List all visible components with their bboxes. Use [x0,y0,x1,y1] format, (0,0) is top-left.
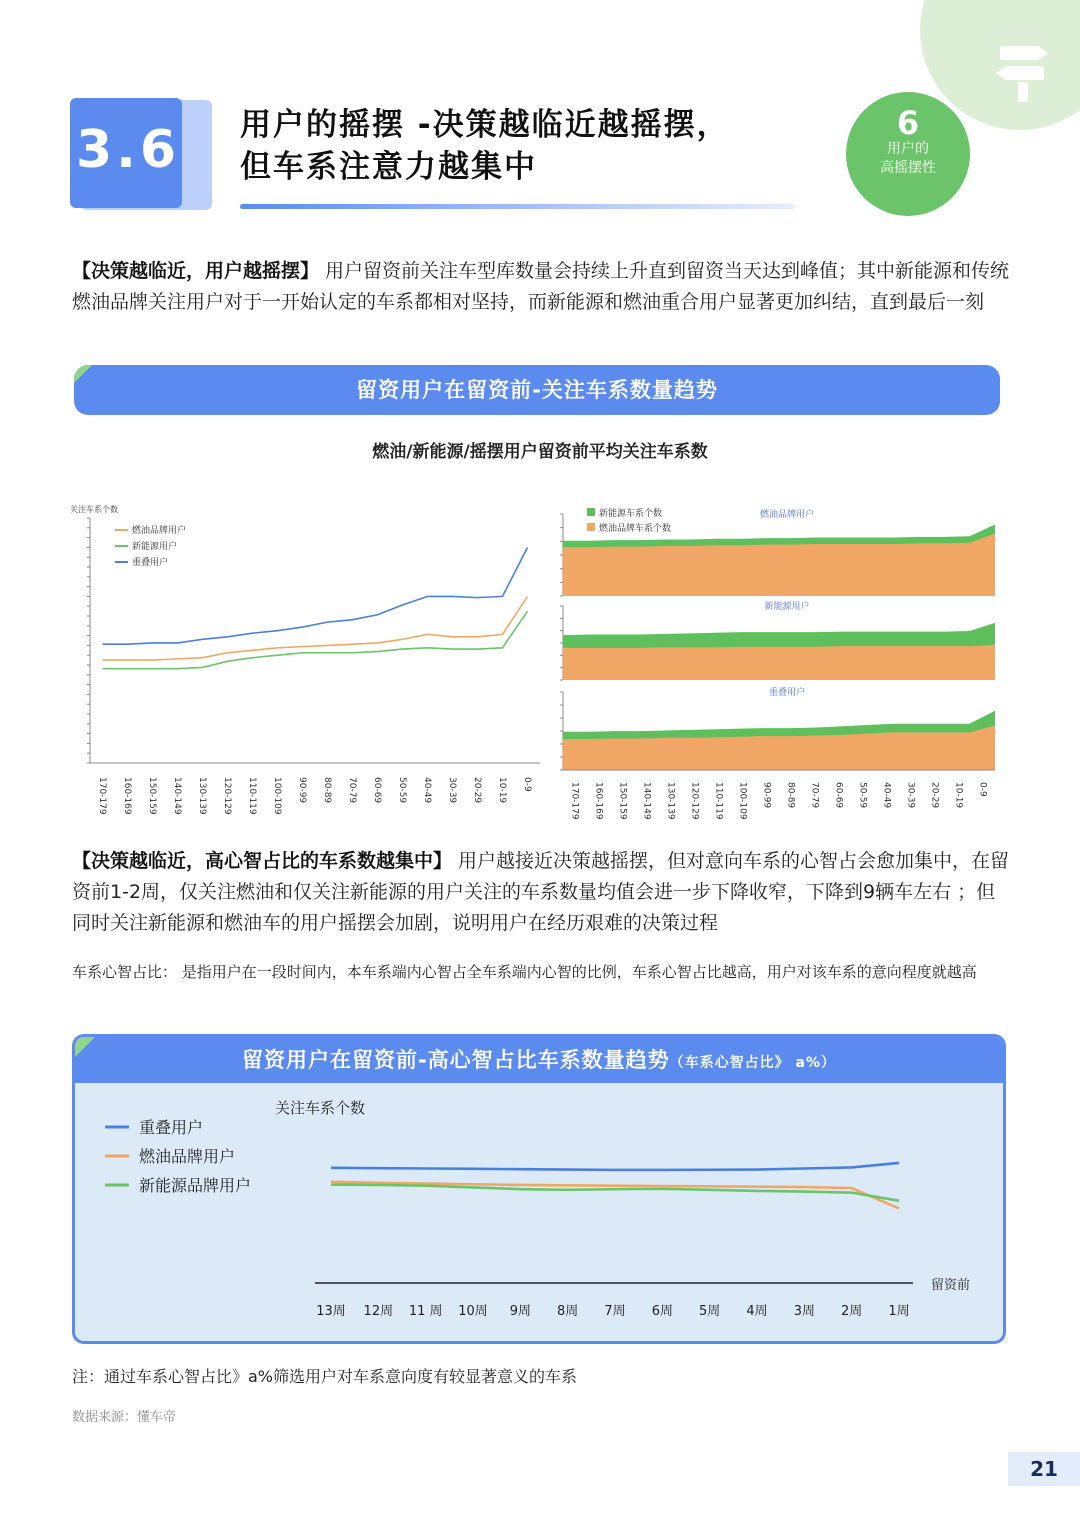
y-axis-label: 关注车系个数 [70,505,118,514]
chart-subtitle: 燃油/新能源/摇摆用户留资前平均关注车系数 [372,442,708,462]
x-tick-label: 4周 [746,1304,768,1319]
x-tick-label: 120-129 [222,777,232,815]
x-tick-label: 9周 [509,1304,531,1319]
chart-panel-2 [72,1034,1006,1344]
badge-number: 6 [896,104,920,142]
x-tick-label: 150-159 [147,777,157,815]
title-underline [240,204,795,209]
chart-banner-1-text: 留资用户在留资前-关注车系数量趋势 [356,378,718,402]
x-tick-label: 10-19 [497,777,507,804]
x-tick-label: 90-99 [761,782,772,809]
legend-label: 新能源品牌用户 [139,1176,252,1195]
x-tick-label: 20-29 [472,777,482,804]
x-tick-label: 10-19 [953,782,964,809]
legend-label: 重叠用户 [139,1118,204,1137]
section-number-box [70,98,212,210]
x-tick-label: 110-119 [247,777,257,815]
legend-label: 重叠用户 [132,558,169,568]
panel-title: 燃油品牌用户 [759,510,815,520]
x-tick-label: 110-119 [713,782,724,820]
legend-label: 燃油品牌车系个数 [599,524,672,534]
line-chart-weeks-range [70,498,550,828]
x-tick-label: 20-29 [929,782,940,809]
x-tick-label: 170-179 [569,782,580,820]
page-title-line2: 但车系注意力越集中 [240,149,537,185]
intro-heading: 【决策越临近，用户越摇摆】 [72,260,320,282]
x-tick-label: 6周 [651,1304,673,1319]
legend-swatch-green [587,508,595,516]
x-tick-label: 130-139 [665,782,676,820]
second-heading: 【决策越临近，高心智占比的车系数越集中】 [72,850,453,872]
definition-text: 车系心智占比： 是指用户在一段时间内，本车系端内心智占全车系端内心智的比例，车系心智占比越高，用户对该车系的意向程度就越高 [72,963,977,981]
x-tick-label: 70-79 [809,782,820,809]
x-tick-label: 30-39 [447,777,457,804]
area-charts-by-user-type [555,498,1005,828]
badge-line2: 高摇摆性 [880,160,936,176]
second-text: 用户越接近决策越摇摆，但对意向车系的心智占会愈加集中，在留资前1-2周，仅关注燃油和仅关注新能源的用户关注的车系数量均值会进一步下降收窄，下降到9辆车左右 ；但同时关注新能源和燃油车的用户摇摆会加剧，说明用户在经历艰难的决策过程 [72,850,1010,934]
signpost-icon [992,40,1052,110]
line-chart-weeks-before [75,1083,1003,1341]
panel-title: 重叠用户 [768,688,806,698]
x-tick-label: 1周 [888,1304,910,1319]
x-tick-label: 50-59 [397,777,407,804]
x-tick-label: 160-169 [122,777,132,815]
x-tick-label: 50-59 [857,782,868,809]
x-tick-label: 60-69 [833,782,844,809]
page-title [240,104,730,188]
intro-text: 用户留资前关注车型库数量会持续上升直到留资当天达到峰值；其中新能源和传统燃油品牌关注用户对于一开始认定的车系都相对坚持，而新能源和燃油重合用户显著更加纠结，直到最后一刻 [72,260,1010,313]
series-line-1 [331,1163,899,1170]
data-source: 数据来源：懂车帝 [72,1410,177,1425]
x-tick-label: 0-9 [977,782,988,797]
legend-swatch-orange [587,523,595,531]
x-tick-label: 8周 [557,1304,579,1319]
x-tick-label: 120-129 [689,782,700,820]
second-paragraph [72,846,1012,939]
footnote: 注：通过车系心智占比》a%筛选用户对车系意向度有较显著意义的车系 [72,1367,578,1386]
x-tick-label: 150-159 [617,782,628,820]
x-tick-label: 10周 [458,1304,488,1319]
x-tick-label: 60-69 [372,777,382,804]
legend-label: 燃油品牌用户 [132,526,187,536]
x-tick-label: 80-89 [785,782,796,809]
legend-label: 燃油品牌用户 [139,1147,236,1166]
section-number: 3.6 [76,120,181,180]
x-tick-label: 70-79 [347,777,357,804]
intro-paragraph [72,256,1012,318]
x-tick-label: 170-179 [97,777,107,815]
x-tick-label: 7周 [604,1304,626,1319]
x-tick-label: 3周 [793,1304,815,1319]
page-title-line1: 用户的摇摆 -决策越临近越摇摆， [240,107,730,143]
x-tick-label: 40-49 [881,782,892,809]
x-tick-label: 140-149 [172,777,182,815]
x-tick-label: 40-49 [422,777,432,804]
chart-banner-1 [74,365,1000,415]
x-tick-label: 30-39 [905,782,916,809]
x-tick-label: 12周 [363,1304,394,1319]
x-tick-label: 100-109 [272,777,282,815]
legend-label: 新能源车系个数 [599,509,663,519]
x-tick-label: 0-9 [522,777,532,792]
x-tick-label: 100-109 [737,782,748,820]
badge-line1: 用户的 [887,141,929,157]
topic-badge [846,92,970,216]
chart-banner-2-small: （车系心智占比》 a%） [669,1055,837,1071]
legend-label: 新能源用户 [132,542,178,552]
x-tick-label: 2周 [841,1304,863,1319]
x-tick-label: 5周 [699,1304,721,1319]
x-tick-label: 130-139 [197,777,207,815]
x-tick-label: 140-149 [641,782,652,820]
x-tick-label: 90-99 [297,777,307,804]
y-axis-label: 关注车系个数 [275,1099,366,1117]
x-tick-label: 11 周 [408,1304,443,1319]
series-line-1 [103,596,528,660]
page-number: 21 [1008,1452,1080,1486]
panel-title: 新能源用户 [764,602,810,612]
x-tick-label: 13周 [316,1304,346,1319]
x-axis-label: 留资前 [931,1278,971,1293]
x-tick-label: 160-169 [593,782,604,820]
chart-banner-2 [75,1037,1003,1083]
chart-banner-2-text: 留资用户在留资前-高心智占比车系数量趋势 [241,1048,670,1072]
x-tick-label: 80-89 [322,777,332,804]
area-orange-2 [563,645,995,680]
